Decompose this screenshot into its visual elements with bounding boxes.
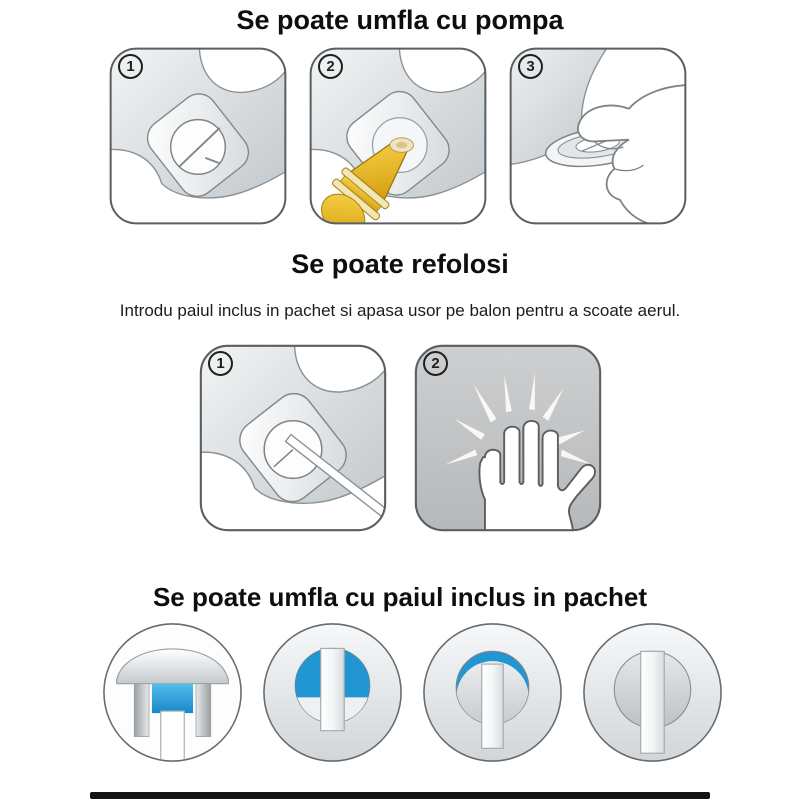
panel-pump-step-1 (107, 45, 289, 227)
valve-cross-section-2 (261, 621, 404, 764)
section-title-pump: Se poate umfla cu pompa (236, 5, 564, 35)
step-number-badge: 1 (208, 351, 233, 376)
step-number-badge: 2 (318, 54, 343, 79)
panel-reuse-step-1 (197, 342, 389, 534)
section-title-straw: Se poate umfla cu paiul inclus in pachet (152, 582, 648, 612)
pump-steps-row (107, 45, 689, 227)
reuse-instructions-text: Introdu paiul inclus in pachet si apasa usor pe balon pentru a scoate aerul. (119, 301, 681, 320)
valve-cross-section-1 (101, 621, 244, 764)
panel-pump-step-3 (507, 45, 689, 227)
straw (321, 648, 345, 730)
panel-reuse-step-2 (412, 342, 604, 534)
straw (641, 651, 665, 753)
step-number-badge: 3 (518, 54, 543, 79)
step-number-badge: 2 (423, 351, 448, 376)
valve-cross-section-3 (421, 621, 564, 764)
valve-cross-section-4 (581, 621, 724, 764)
valve-cross-sections-row (101, 621, 724, 764)
straw (161, 711, 185, 764)
section-title-reuse: Se poate refolosi (291, 249, 509, 279)
blue-seal (152, 684, 193, 713)
straw (482, 664, 504, 748)
panel-pump-step-2 (307, 45, 489, 227)
reuse-steps-row (197, 342, 604, 534)
bottom-bar (90, 792, 710, 799)
step-number-badge: 1 (118, 54, 143, 79)
